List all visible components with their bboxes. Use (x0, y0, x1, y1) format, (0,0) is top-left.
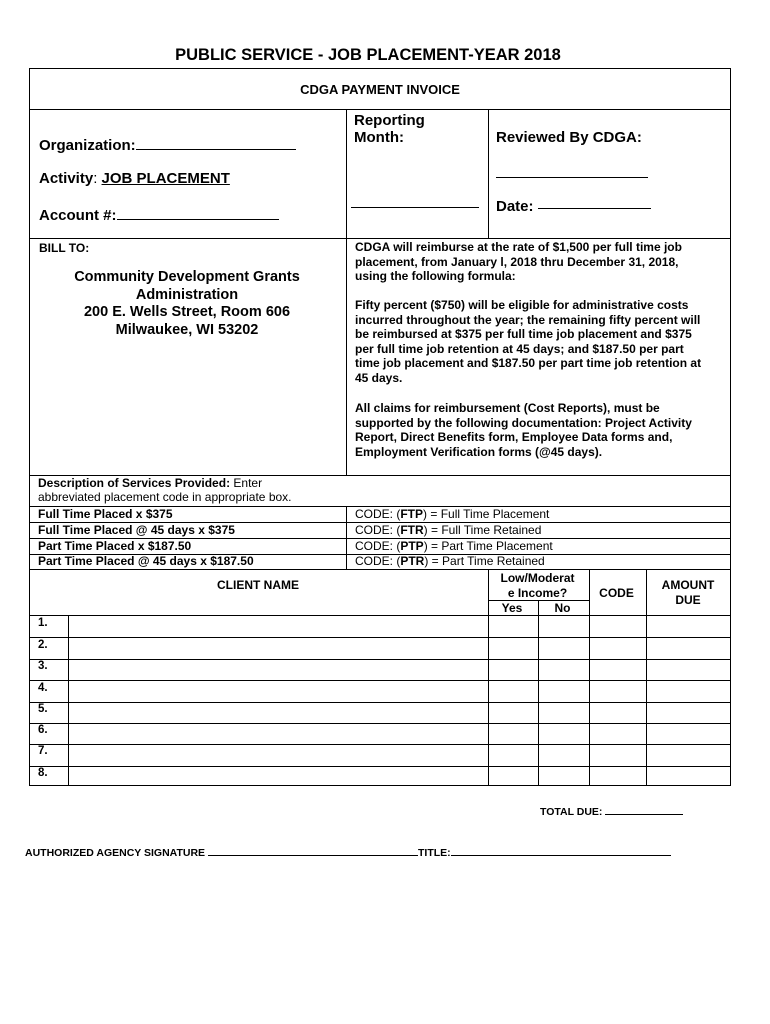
table-row-number: 5. (38, 703, 48, 715)
divider (30, 766, 730, 767)
code-suffix: ) (423, 507, 428, 521)
divider (68, 615, 69, 786)
title-label: TITLE: (418, 847, 451, 859)
amount-due-header (645, 578, 731, 608)
title-blank[interactable] (451, 845, 671, 856)
header-line: AMOUNT (661, 578, 715, 592)
bill-to-address (29, 269, 345, 339)
header-line: e Income? (507, 585, 568, 600)
invoice-heading: CDGA PAYMENT INVOICE (300, 82, 460, 97)
bill-to-label: BILL TO: (39, 241, 90, 255)
services-description (38, 476, 292, 504)
code-value: FTR (400, 523, 424, 537)
code-value: PTR (400, 554, 425, 568)
text-line: placement, from January l, 2018 thru December 31, 2018, (355, 254, 679, 269)
service-row-label: Part Time Placed @ 45 days x $187.50 (38, 554, 254, 568)
text-line: CDGA will reimburse at the rate of $1,500 per full time job (355, 240, 682, 254)
code-meaning: = Full Time Retained (427, 523, 542, 537)
activity-field (39, 170, 230, 187)
header-line: Low/Moderat (500, 571, 575, 585)
address-line: Community Development Grants (74, 269, 300, 285)
code-meaning: = Full Time Placement (427, 507, 550, 521)
divider (30, 637, 730, 638)
reimbursement-documentation (355, 401, 692, 459)
services-description-bold: Description of Services Provided: (38, 476, 231, 490)
reviewed-by-label: Reviewed By CDGA: (496, 129, 642, 146)
date-blank[interactable] (538, 208, 651, 209)
account-label: Account #: (39, 207, 117, 224)
service-code (355, 523, 541, 537)
service-row-label: Full Time Placed @ 45 days x $375 (38, 523, 235, 537)
text-line: All claims for reimbursement (Cost Reports), must be (355, 401, 660, 415)
code-header: CODE (599, 586, 634, 600)
text-line: supported by the following documentation: Project Activity (355, 415, 692, 430)
divider (30, 723, 730, 724)
code-prefix: CODE: ( (355, 554, 401, 568)
table-row-number: 8. (38, 767, 48, 779)
divider (538, 600, 539, 786)
account-blank[interactable] (117, 205, 279, 220)
divider (589, 569, 590, 786)
reimbursement-formula (355, 298, 701, 386)
date-label: Date: (496, 198, 534, 215)
service-code (355, 507, 549, 521)
yes-header: Yes (501, 601, 523, 615)
table-row-number: 2. (38, 639, 48, 651)
text-line: using the following formula: (355, 269, 516, 284)
signature-label: AUTHORIZED AGENCY SIGNATURE (25, 847, 206, 859)
text-line: Fifty percent ($750) will be eligible for administrative costs (355, 298, 689, 312)
activity-colon: : (93, 170, 98, 187)
activity-label: Activity (39, 170, 94, 187)
reporting-month-label (354, 112, 425, 146)
activity-value: JOB PLACEMENT (101, 170, 230, 187)
code-meaning: = Part Time Placement (427, 539, 553, 553)
divider (346, 109, 347, 238)
header-line: DUE (675, 593, 701, 607)
table-row-number: 4. (38, 682, 48, 694)
text-line: Employment Verification forms (@45 days). (355, 444, 603, 459)
divider (30, 109, 730, 110)
reporting-line2: Month: (354, 129, 404, 146)
client-name-header: CLIENT NAME (217, 578, 299, 592)
service-row-label: Full Time Placed x $375 (38, 507, 173, 521)
organization-field (39, 135, 296, 154)
address-line: Milwaukee, WI 53202 (115, 321, 259, 338)
organization-label: Organization: (39, 137, 136, 154)
code-prefix: CODE: ( (355, 507, 401, 521)
code-suffix: ) (424, 554, 429, 568)
no-header: No (554, 601, 571, 615)
reporting-month-blank[interactable] (351, 207, 479, 208)
total-due-field (540, 804, 683, 818)
service-code (355, 554, 545, 568)
code-suffix: ) (423, 539, 428, 553)
divider (346, 238, 347, 475)
divider (30, 659, 730, 660)
code-meaning: = Part Time Retained (428, 554, 545, 568)
table-row-number: 1. (38, 617, 48, 629)
address-line: 200 E. Wells Street, Room 606 (83, 304, 291, 320)
services-description-line2: abbreviated placement code in appropriate box. (38, 490, 292, 504)
divider (30, 238, 730, 239)
service-code (355, 539, 553, 553)
code-prefix: CODE: ( (355, 523, 401, 537)
text-line: time job placement and $187.50 per part time job retention at (355, 356, 702, 371)
text-line: be reimbursed at $375 per full time job placement and $375 (355, 327, 692, 342)
divider (30, 702, 730, 703)
page-title: PUBLIC SERVICE - JOB PLACEMENT-YEAR 2018 (175, 46, 561, 64)
divider (346, 506, 347, 569)
account-field (39, 205, 279, 224)
text-line: 45 days. (355, 370, 403, 385)
low-moderate-income-header (487, 571, 588, 600)
table-row-number: 7. (38, 745, 48, 757)
table-row-number: 6. (38, 724, 48, 736)
code-prefix: CODE: ( (355, 539, 401, 553)
text-line: Report, Direct Benefits form, Employee Data forms and, (355, 430, 673, 445)
code-suffix: ) (423, 523, 428, 537)
total-due-blank[interactable] (605, 804, 683, 815)
code-value: FTP (400, 507, 424, 521)
organization-blank[interactable] (136, 135, 296, 150)
reimbursement-intro (355, 240, 682, 284)
divider (488, 109, 489, 238)
divider (30, 680, 730, 681)
signature-field (25, 845, 671, 859)
reporting-line1: Reporting (354, 112, 425, 129)
reviewed-by-blank[interactable] (496, 177, 648, 178)
date-field (496, 198, 534, 215)
total-due-label: TOTAL DUE: (540, 806, 603, 818)
code-value: PTP (400, 539, 424, 553)
divider (30, 569, 730, 570)
address-line: Administration (135, 286, 239, 303)
service-row-label: Part Time Placed x $187.50 (38, 539, 192, 553)
table-row-number: 3. (38, 660, 48, 672)
divider (30, 615, 730, 616)
signature-blank[interactable] (208, 845, 418, 856)
text-line: per full time job retention at 45 days; and $187.50 per part (355, 341, 684, 356)
divider (30, 744, 730, 745)
text-line: incurred throughout the year; the remaining fifty percent will (355, 312, 701, 327)
services-description-rest: Enter (230, 476, 263, 490)
